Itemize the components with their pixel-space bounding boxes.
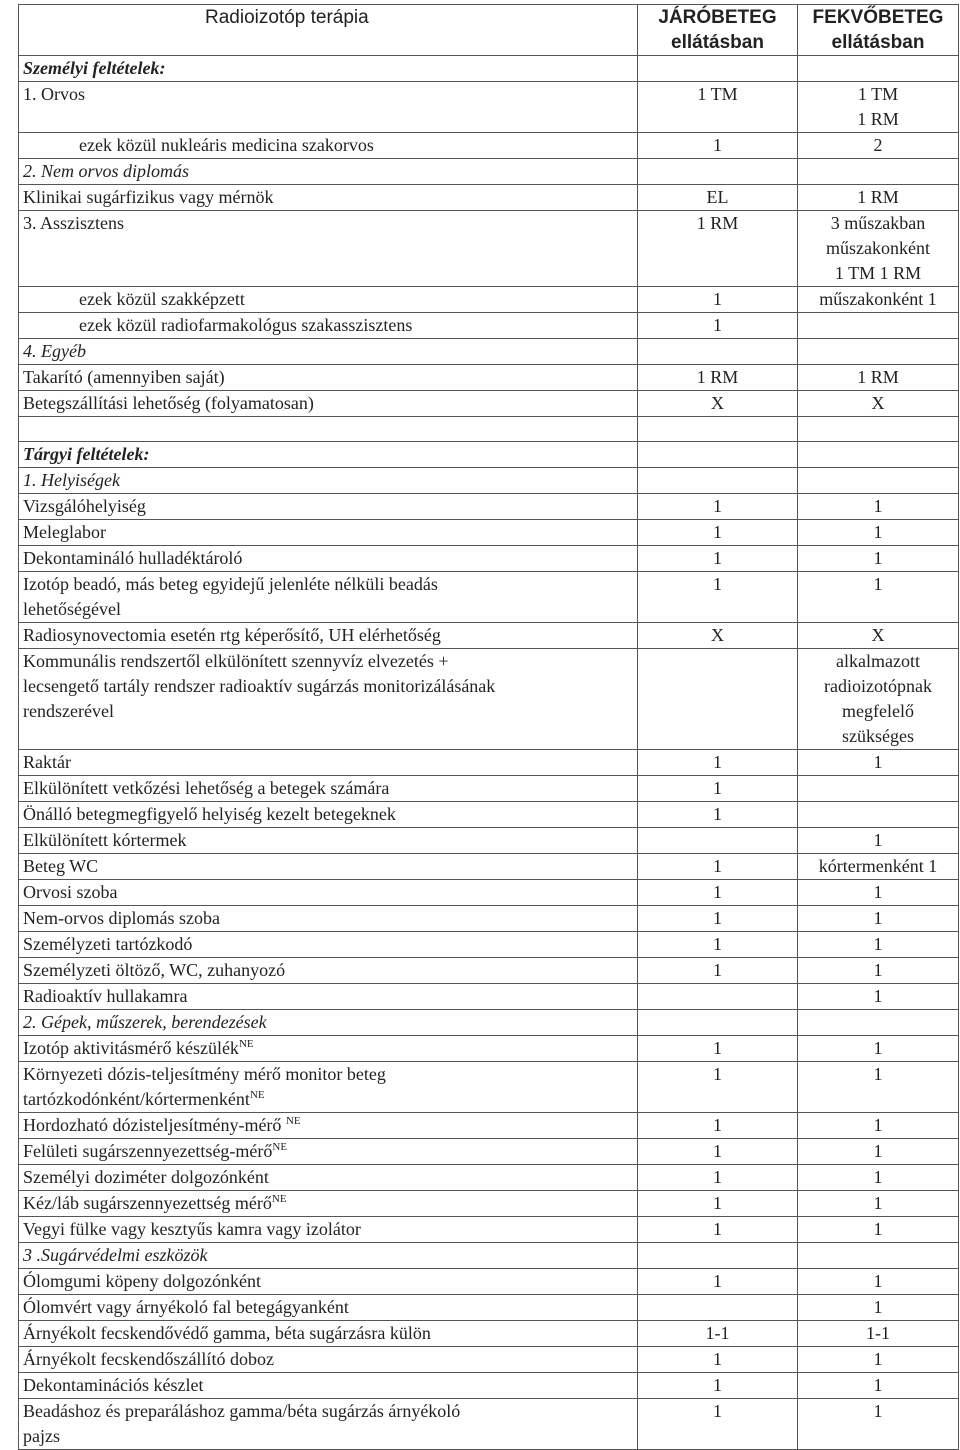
row-label [19,442,638,468]
row-label [19,750,638,776]
outpatient-value: 1 [638,1347,798,1373]
inpatient-value: 1 [798,750,959,776]
row-label-text: ezek közül szakképzett [79,289,245,309]
row-label-text: Vizsgálóhelyiség [23,496,146,516]
table-row [19,1373,959,1399]
table-row [19,1139,959,1165]
row-label-text: Radiosynovectomia esetén rtg képerősítő, UH elérhetőség [23,625,441,645]
inpatient-value [798,56,959,82]
outpatient-value: 1 [638,1139,798,1165]
row-label-text: 3. Asszisztens [23,213,124,233]
inpatient-value: 1 RM [798,365,959,391]
outpatient-value: 1 [638,1217,798,1243]
outpatient-value: 1 [638,520,798,546]
inpatient-value: 1 [798,520,959,546]
row-label [19,1373,638,1399]
row-label [19,391,638,417]
row-label-text: Személyi doziméter dolgozónként [23,1167,269,1187]
table-row [19,1269,959,1295]
outpatient-value: 1 [638,750,798,776]
ne-superscript: NE [271,1193,287,1205]
row-label-text: 2. Nem orvos diplomás [23,161,189,181]
row-label-text: Raktár [23,752,71,772]
row-label-text: ezek közül radiofarmakológus szakasszisztens [79,315,413,335]
outpatient-value [638,442,798,468]
inpatient-value [798,339,959,365]
row-label [19,1062,638,1113]
row-label [19,1113,638,1139]
row-label [19,546,638,572]
row-label-text: ezek közül nukleáris medicina szakorvos [79,135,374,155]
row-label [19,1243,638,1269]
outpatient-value: 1 [638,958,798,984]
inpatient-value: 1 [798,1295,959,1321]
table-row [19,468,959,494]
table-row [19,802,959,828]
row-label-text: Kommunális rendszertől elkülönített szennyvíz elvezetés + lecsengető tartály rendszer radioaktív sugárzás monitorizálásának rendszerével [23,651,496,721]
table-row [19,649,959,750]
row-label-text: Nem-orvos diplomás szoba [23,908,220,928]
inpatient-value [798,313,959,339]
outpatient-value: X [638,391,798,417]
row-label-text: Vegyi fülke vagy kesztyűs kamra vagy izolátor [23,1219,361,1239]
inpatient-value: 1 RM [798,185,959,211]
inpatient-value: műszakonként 1 [798,287,959,313]
row-label [19,365,638,391]
row-label-text: Elkülönített vetkőzési lehetőség a betegek számára [23,778,390,798]
inpatient-value: X [798,391,959,417]
row-label [19,133,638,159]
row-label-text: Meleglabor [23,522,106,542]
table-row [19,572,959,623]
row-label [19,185,638,211]
table-row [19,828,959,854]
row-label [19,1321,638,1347]
row-label [19,1191,638,1217]
row-label [19,984,638,1010]
table-row [19,56,959,82]
outpatient-value: 1 RM [638,365,798,391]
outpatient-value: 1 [638,932,798,958]
row-label [19,520,638,546]
inpatient-value: 3 műszakban műszakonként 1 TM 1 RM [798,211,959,287]
outpatient-value [638,159,798,185]
inpatient-value: 1 [798,984,959,1010]
col-header-inpatient-line2: ellátásban [831,32,925,53]
row-label [19,1217,638,1243]
inpatient-value: 1 [798,1036,959,1062]
row-label [19,417,638,442]
inpatient-value [798,417,959,442]
inpatient-value [798,468,959,494]
inpatient-value: 1 [798,1399,959,1450]
row-label-text: 4. Egyéb [23,341,86,361]
outpatient-value: 1 [638,1113,798,1139]
inpatient-value: 1 [798,828,959,854]
table-row [19,932,959,958]
row-label [19,1165,638,1191]
table-row [19,494,959,520]
inpatient-value: 2 [798,133,959,159]
row-label-text: Beteg WC [23,856,99,876]
table-body [19,56,959,1450]
ne-superscript: NE [238,1038,254,1050]
col-header-outpatient-line1: JÁRÓBETEG [658,7,777,28]
table-row [19,159,959,185]
row-label-text: Személyi feltételek: [23,58,166,78]
outpatient-value: 1 [638,1269,798,1295]
outpatient-value: 1 [638,494,798,520]
table-row [19,287,959,313]
table-row [19,211,959,287]
table-row [19,750,959,776]
outpatient-value [638,468,798,494]
row-label-text: Dekontamináló hulladéktároló [23,548,243,568]
row-label [19,958,638,984]
table-row [19,1295,959,1321]
table-row [19,776,959,802]
table-row [19,1010,959,1036]
inpatient-value: 1 [798,932,959,958]
row-label-text: Személyzeti tartózkodó [23,934,193,954]
row-label-text: 3 .Sugárvédelmi eszközök [23,1245,208,1265]
table-row [19,906,959,932]
outpatient-value: 1 [638,287,798,313]
outpatient-value [638,828,798,854]
table-row [19,520,959,546]
outpatient-value: 1 [638,572,798,623]
outpatient-value: 1-1 [638,1321,798,1347]
inpatient-value: 1-1 [798,1321,959,1347]
row-label-text: Orvosi szoba [23,882,118,902]
inpatient-value: 1 [798,1269,959,1295]
col-header-inpatient-line1: FEKVŐBETEG [812,7,944,28]
table-row [19,1036,959,1062]
row-label [19,287,638,313]
table-row [19,880,959,906]
table-row [19,185,959,211]
inpatient-value: 1 [798,494,959,520]
outpatient-value: 1 [638,133,798,159]
table-row [19,1243,959,1269]
row-label-text: Tárgyi feltételek: [23,444,150,464]
outpatient-value: 1 [638,802,798,828]
table-row [19,417,959,442]
inpatient-value: 1 TM 1 RM [798,82,959,133]
row-label [19,623,638,649]
row-label-text: Izotóp aktivitásmérő készülék [23,1038,239,1058]
outpatient-value [638,56,798,82]
col-header-outpatient-line2: ellátásban [671,32,764,53]
row-label-text: Felületi sugárszennyezettség-mérő [23,1141,273,1161]
table-row [19,623,959,649]
col-header-inpatient [798,5,959,56]
row-label [19,56,638,82]
row-label [19,494,638,520]
row-label [19,159,638,185]
table-row [19,1321,959,1347]
table-row [19,958,959,984]
table-row [19,1347,959,1373]
inpatient-value: X [798,623,959,649]
table-row [19,442,959,468]
row-label-text: 2. Gépek, műszerek, berendezések [23,1012,267,1032]
inpatient-value: 1 [798,1165,959,1191]
inpatient-value: alkalmazott radioizotópnak megfelelő szükséges [798,649,959,750]
outpatient-value: 1 [638,313,798,339]
inpatient-value: 1 [798,1191,959,1217]
row-label [19,211,638,287]
row-label [19,880,638,906]
row-label-text: Árnyékolt fecskendőszállító doboz [23,1349,274,1369]
inpatient-value: 1 [798,1373,959,1399]
outpatient-value: 1 [638,906,798,932]
table-row [19,1191,959,1217]
table-row [19,1113,959,1139]
row-label-text: Elkülönített kórtermek [23,830,187,850]
row-label [19,1139,638,1165]
table-row [19,1399,959,1450]
row-label-text: Ólomgumi köpeny dolgozónként [23,1271,261,1291]
row-label-text: Beadáshoz és preparáláshoz gamma/béta sugárzás árnyékoló pajzs [23,1401,461,1446]
outpatient-value [638,649,798,750]
row-label [19,828,638,854]
row-label-text: Hordozható dózisteljesítmény-mérő [23,1115,286,1135]
row-label-text: Radioaktív hullakamra [23,986,188,1006]
row-label [19,572,638,623]
table-row [19,1217,959,1243]
outpatient-value: 1 [638,1062,798,1113]
inpatient-value: 1 [798,1139,959,1165]
outpatient-value [638,417,798,442]
outpatient-value [638,1295,798,1321]
outpatient-value: 1 [638,776,798,802]
ne-superscript: NE [272,1141,288,1153]
col-header-outpatient [638,5,798,56]
table-row [19,133,959,159]
outpatient-value: 1 [638,1399,798,1450]
table-row [19,1062,959,1113]
inpatient-value: 1 [798,572,959,623]
inpatient-value: 1 [798,880,959,906]
row-label [19,776,638,802]
table-row [19,313,959,339]
outpatient-value: 1 [638,1165,798,1191]
inpatient-value: 1 [798,1347,959,1373]
row-label [19,932,638,958]
outpatient-value: X [638,623,798,649]
outpatient-value [638,339,798,365]
inpatient-value: 1 [798,1062,959,1113]
inpatient-value [798,1243,959,1269]
inpatient-value: kórtermenként 1 [798,854,959,880]
table-row [19,1165,959,1191]
outpatient-value: 1 TM [638,82,798,133]
row-label-text: Árnyékolt fecskendővédő gamma, béta sugárzásra külön [23,1323,431,1343]
row-label-text: Személyzeti öltöző, WC, zuhanyozó [23,960,286,980]
inpatient-value [798,1010,959,1036]
inpatient-value [798,802,959,828]
outpatient-value: 1 RM [638,211,798,287]
row-label-text: Takarító (amennyiben saját) [23,367,225,387]
table-row [19,365,959,391]
inpatient-value: 1 [798,958,959,984]
row-label [19,1399,638,1450]
row-label-text: Klinikai sugárfizikus vagy mérnök [23,187,274,207]
row-label-text: Önálló betegmegfigyelő helyiség kezelt betegeknek [23,804,396,824]
row-label-text: 1. Helyiségek [23,470,120,490]
row-label-text: Ólomvért vagy árnyékoló fal betegágyanként [23,1297,349,1317]
row-label [19,1269,638,1295]
row-label [19,854,638,880]
outpatient-value: 1 [638,880,798,906]
row-label-text: 1. Orvos [23,84,85,104]
inpatient-value: 1 [798,1217,959,1243]
table-title: Radioizotóp terápia [19,5,638,56]
row-label-text: Betegszállítási lehetőség (folyamatosan) [23,393,314,413]
outpatient-value: 1 [638,854,798,880]
row-label [19,339,638,365]
inpatient-value [798,776,959,802]
inpatient-value: 1 [798,1113,959,1139]
inpatient-value [798,442,959,468]
table-row [19,82,959,133]
inpatient-value [798,159,959,185]
row-label [19,1295,638,1321]
inpatient-value: 1 [798,906,959,932]
row-label [19,313,638,339]
row-label [19,906,638,932]
requirements-table [18,4,959,1450]
outpatient-value: 1 [638,1036,798,1062]
table-row [19,854,959,880]
table-row [19,546,959,572]
row-label [19,468,638,494]
outpatient-value: 1 [638,1373,798,1399]
inpatient-value: 1 [798,546,959,572]
outpatient-value [638,1243,798,1269]
row-label-text: Környezeti dózis-teljesítmény mérő monitor beteg tartózkodónként/kórtermenként [23,1064,386,1109]
outpatient-value [638,1010,798,1036]
row-label [19,1036,638,1062]
row-label-text: Dekontaminációs készlet [23,1375,204,1395]
table-row [19,339,959,365]
outpatient-value: 1 [638,1191,798,1217]
table-row [19,391,959,417]
row-label [19,1010,638,1036]
table-row [19,984,959,1010]
row-label [19,802,638,828]
row-label [19,1347,638,1373]
outpatient-value: 1 [638,546,798,572]
row-label-text: Kéz/láb sugárszennyezettség mérő [23,1193,272,1213]
row-label [19,82,638,133]
ne-superscript: NE [249,1089,265,1101]
outpatient-value: EL [638,185,798,211]
outpatient-value [638,984,798,1010]
row-label-text: Izotóp beadó, más beteg egyidejű jelenléte nélküli beadás lehetőségével [23,574,438,619]
ne-superscript: NE [285,1115,301,1127]
header-row [19,5,959,56]
row-label [19,649,638,750]
